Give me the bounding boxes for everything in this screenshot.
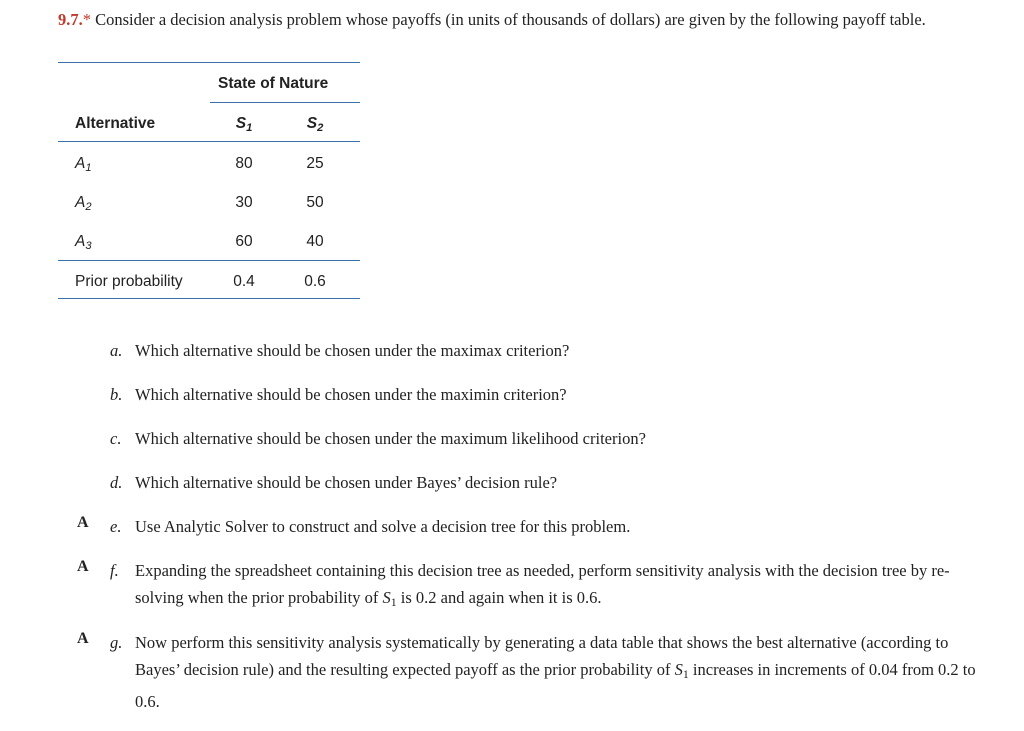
table-cell: 40 <box>306 233 324 250</box>
table-top-rule <box>58 62 360 63</box>
question-e <box>110 513 990 540</box>
question-letter: c. <box>110 429 122 448</box>
table-cell: 50 <box>306 194 324 211</box>
question-letter: e. <box>110 517 122 536</box>
header-rule <box>58 141 360 142</box>
analytic-solver-marker-e: A <box>77 514 89 531</box>
prior-value-s2: 0.6 <box>304 273 326 290</box>
row-label-a2: $A_2$ <box>75 194 92 213</box>
analytic-solver-marker-g: A <box>77 630 89 647</box>
question-g <box>110 629 990 715</box>
prior-value-s1: 0.4 <box>233 273 255 290</box>
problem-statement <box>58 10 1018 30</box>
question-text: Which alternative should be chosen under the maximum likelihood criterion? <box>135 429 646 448</box>
question-letter: b. <box>110 385 123 404</box>
table-cell: 60 <box>235 233 253 250</box>
question-text: Which alternative should be chosen under Bayes’ decision rule? <box>135 473 558 492</box>
prior-probability-label: Prior probability <box>75 273 183 290</box>
problem-star: * <box>82 10 91 29</box>
prior-rule <box>58 260 360 261</box>
question-text: Now perform this sensitivity analysis systematically by generating a data table that shows the best alternative (according to Bayes’ decision rule) and the resulting expected payoff as the prior probability of $S_1$ increases in increments of 0.04 from 0.2 to 0.6. <box>135 633 976 711</box>
state-header-s1: $S_1$ <box>235 115 253 134</box>
question-a <box>110 337 990 364</box>
problem-number: 9.7. <box>58 10 83 29</box>
question-letter: d. <box>110 473 123 492</box>
question-d <box>110 469 990 496</box>
table-bottom-rule <box>58 298 360 299</box>
question-text: Which alternative should be chosen under the maximax criterion? <box>135 341 570 360</box>
table-cell: 80 <box>235 155 253 172</box>
analytic-solver-marker-f: A <box>77 558 89 575</box>
alternative-header: Alternative <box>75 115 156 132</box>
question-text: Expanding the spreadsheet containing this decision tree as needed, perform sensitivity analysis with the decision tree by re-solving when the prior probability of $S_1$ is 0.2 and again when it is 0.6. <box>135 561 950 609</box>
question-text: Which alternative should be chosen under the maximin criterion? <box>135 385 567 404</box>
question-letter: a. <box>110 341 123 360</box>
row-label-a1: $A_1$ <box>75 155 92 174</box>
row-label-a3: $A_3$ <box>75 233 92 252</box>
group-header-rule <box>210 102 360 103</box>
state-header-s2: $S_2$ <box>306 115 324 134</box>
question-letter: f. <box>110 561 119 580</box>
question-c <box>110 425 990 452</box>
problem-text: Consider a decision analysis problem whose payoffs (in units of thousands of dollars) are given by the following payoff table. <box>95 10 926 29</box>
state-of-nature-header: State of Nature <box>218 75 329 92</box>
question-letter: g. <box>110 633 123 652</box>
table-cell: 25 <box>306 155 324 172</box>
table-cell: 30 <box>235 194 253 211</box>
question-f <box>110 557 990 616</box>
question-text: Use Analytic Solver to construct and solve a decision tree for this problem. <box>135 517 631 536</box>
question-b <box>110 381 990 408</box>
